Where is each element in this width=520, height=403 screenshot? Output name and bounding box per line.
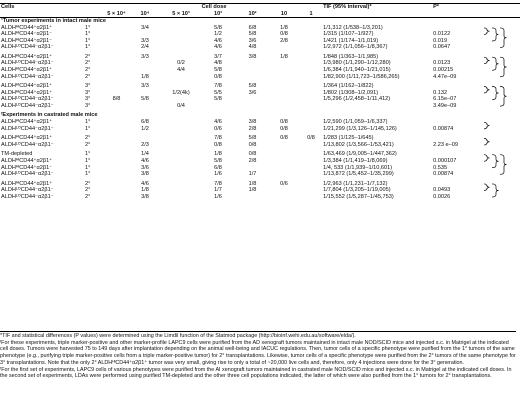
- cell-dose-result: 7/8: [214, 135, 222, 142]
- cell-dose-result: 2/8: [248, 125, 257, 132]
- footnotes: [0, 331, 516, 380]
- cell-phenotype: ALDHᴴᴵCD44⁺α2β1⁺: [1, 83, 53, 90]
- cell-generation: 1°: [85, 171, 91, 178]
- table-row: [0, 194, 520, 201]
- cell-phenotype: ALDHᴴᴵCD44⁻α2β1⁻: [1, 31, 53, 38]
- dose-header: 10⁴: [127, 11, 163, 18]
- cell-p-value: 0.0493: [433, 187, 451, 194]
- cell-generation: 2°: [85, 187, 91, 194]
- cell-p-value: 0.0123: [433, 60, 451, 67]
- cell-dose-result: [237, 194, 268, 201]
- cell-dose-result: 0/8: [248, 141, 257, 148]
- cell-dose-result: [106, 194, 127, 201]
- cell-tif: 1/1,312 (1/538–1/3,201): [323, 24, 383, 31]
- cell-tif: 1/364 (1/162–1/822): [323, 83, 374, 90]
- cell-generation: 3°: [85, 89, 91, 96]
- cell-generation: 2°: [85, 67, 91, 74]
- header-p: P*: [432, 4, 480, 11]
- cell-dose-result: 5/8: [141, 96, 149, 103]
- cell-tif: 1/5,296 (1/2,458–1/11,412): [323, 96, 391, 103]
- cell-generation: 1°: [85, 31, 91, 38]
- header-cell-dose: Cell dose: [106, 4, 322, 11]
- data-table: [0, 3, 520, 200]
- cell-phenotype: ALDHᴸᴼCD44⁻α2β1⁻: [1, 125, 54, 132]
- cell-dose-result: 0/8: [280, 125, 288, 132]
- cell-dose-result: 6/8: [214, 164, 222, 171]
- cell-p-value: 3.49e–09: [433, 102, 457, 109]
- cell-generation: 2°: [85, 60, 91, 67]
- cell-dose-result: 3/6: [248, 89, 257, 96]
- cell-generation: 1°: [85, 151, 91, 158]
- cell-phenotype: ALDHᴸᴼCD44⁻α2β1⁻: [1, 60, 54, 67]
- cell-dose-result: 0/6: [280, 180, 288, 187]
- cell-dose-result: 4/8: [214, 60, 222, 67]
- section-title: ¹Tumor experiments in intact male mice: [1, 18, 106, 25]
- cell-dose-result: [163, 194, 199, 201]
- cell-tif: 1/63,469 (1/9,005–1/447,362): [323, 151, 397, 158]
- cell-dose-result: 2/3: [141, 141, 149, 148]
- cell-phenotype: ALDHᴸᴼCD44⁻α2β1⁻: [1, 193, 54, 200]
- cell-tif: 1/848 (1/363–1/1,985): [323, 53, 379, 60]
- cell-generation: 1°: [85, 157, 91, 164]
- cell-phenotype: ALDHᴸᴼCD44⁻α2β1⁻: [1, 96, 54, 103]
- footnote-3: ᶠFor the first set of experiments, LAPC9 cells of various phenotypes were purified from the AI xenograft tumors maintained in castrated male NOD/SCID mice and injected s.c. in Matrigel at the indicated cell doses. In the second set of experiments, LDAs were performed using purified TM-depleted and the other three cell populations indicated, the latter of which were also purified from the 1° tumors for 2° transplantations.: [0, 366, 512, 380]
- cell-dose-result: 1/8: [280, 24, 288, 31]
- cell-tif: 1/4, 533 (1/1,939–1/10,601): [323, 164, 393, 171]
- section-title: ᶠExperiments in castrated male mice: [1, 112, 98, 119]
- cell-dose-result: 1/7: [214, 187, 222, 194]
- cell-dose-result: 8/8: [112, 96, 121, 103]
- cell-dose-result: 0/2: [177, 60, 185, 67]
- cell-dose-result: 3/4: [141, 24, 149, 31]
- bracket-cell: [480, 194, 520, 201]
- dose-header: 10: [268, 11, 300, 18]
- cell-tif: 1/802 (1/308–1/2,091): [323, 89, 379, 96]
- cell-dose-result: 1/8: [280, 53, 288, 60]
- cell-generation: 2°: [85, 135, 91, 142]
- cell-dose-result: 6/8: [248, 24, 257, 31]
- cell-dose-result: 2/4: [141, 44, 149, 51]
- dose-header: 5 × 10³: [163, 11, 199, 18]
- cell-dose-result: 2/8: [248, 157, 257, 164]
- cell-dose-result: 3/6: [248, 37, 257, 44]
- cell-generation: 1°: [85, 44, 91, 51]
- cell-generation: 3°: [85, 96, 91, 103]
- cell-dose-result: 0/8: [248, 151, 257, 158]
- cell-phenotype: ALDHᴴᴵCD44⁺α2β1⁺: [1, 67, 53, 74]
- cell-p-value: 0.00874: [433, 125, 454, 132]
- cell-dose-result: 1/8: [214, 151, 222, 158]
- cell-phenotype: ALDHᴸᴼCD44⁻α2β1⁻: [1, 171, 54, 178]
- cell-phenotype: ALDHᴸᴼCD44⁻α2β1⁻: [1, 187, 54, 194]
- cell-p-value: 0.019: [433, 37, 448, 44]
- cell-phenotype: ALDHᴸᴼCD44⁻α2β1⁻: [1, 73, 54, 80]
- cell-dose-result: 3/3: [141, 83, 149, 90]
- cell-dose-result: 1/6: [214, 171, 222, 178]
- cell-generation: 3°: [85, 83, 91, 90]
- cell-p-value: 2.23 e–09: [433, 141, 458, 148]
- cell-dose-result: 3/8: [141, 171, 149, 178]
- cell-dose-result: 3/3: [141, 37, 149, 44]
- section-heading: [0, 18, 520, 25]
- cell-dose-result: 6/8: [141, 119, 149, 126]
- cell-generation: 2°: [85, 73, 91, 80]
- cell-dose-result: 4/8: [248, 44, 257, 51]
- cell-p-value: 0.00874: [433, 171, 454, 178]
- cell-dose-result: 4/4: [177, 67, 185, 74]
- cell-tif: 1/2,963 (1/1,231–1/7,132): [323, 180, 388, 187]
- cell-phenotype: ALDHᴴᴵCD44⁺α2β1⁺: [1, 157, 53, 164]
- cell-generation: 2°: [85, 53, 91, 60]
- cell-dose-result: [268, 194, 300, 201]
- cell-dose-result: 7/8: [214, 83, 222, 90]
- cell-dose-result: 0/8: [214, 141, 222, 148]
- cell-p-value: 0.0122: [433, 31, 451, 38]
- cell-phenotype: ALDHᴴᴵCD44⁺α2β1⁺: [1, 53, 53, 60]
- cell-dose-result: 3/8: [248, 53, 257, 60]
- cell-dose-result: 5/5: [214, 89, 222, 96]
- cell-generation: 3°: [85, 102, 91, 109]
- cell-phenotype: ALDHᴴᴵCD44⁺α2β1⁺: [1, 24, 53, 31]
- cell-p-value: 4.47e–09: [433, 73, 457, 80]
- cell-dose-result: 1/2: [214, 31, 222, 38]
- cell-dose-result: 5/8: [214, 24, 222, 31]
- cell-dose-result: 4/6: [141, 157, 149, 164]
- cell-phenotype: ALDHᴴᴵCD44⁺α2β1⁺: [1, 135, 53, 142]
- cell-dose-result: 4/6: [141, 180, 149, 187]
- footnote-2: ᵗFor these experiments, triple marker-positive and other marker-profile LAPC9 cells were purified from the AD xenograft tumors maintained in intact male NOD/SCID mice and injected s.c. in Matrigel at the indicated cell doses. Tumors were harvested 75 to 149 days after implantation depending on the animal well-being and IACUC regulations. Then, tumor cells of a specific phenotype were purified from the 1° tumors of the same phenotype (e.g., purifying triple marker-positive cells from a triple marker-positive tumor) for 2° transplantations. Likewise, tumor cells of a specific phenotype were purified from the 2° tumors of the same phenotype for 3° transplantations. Note that the only 2° ALDHᴴᴵCD44⁺α2β1⁺ tumor was very small, giving rise to only a total of ~20,000 live cells and, therefore, only 4 injections were done for the 3° generation.: [0, 339, 516, 366]
- table-body: [0, 18, 520, 201]
- cell-dose-result: 5/8: [248, 31, 257, 38]
- cell-dose-result: 5/8: [214, 67, 222, 74]
- cell-dose-result: 2/8: [280, 37, 288, 44]
- cell-tif: 1/283 (1/125–1/645): [323, 135, 374, 142]
- cell-tif: 1/6,384 (1/1,940–1/21,015): [323, 67, 391, 74]
- cell-tif: 1/13,872 (1/5,452–1/35,299): [323, 171, 394, 178]
- cell-p-value: 0.132: [433, 89, 448, 96]
- cell-tif: 1/15,552 (1/5,287–1/45,753): [323, 193, 394, 200]
- header-tif: TIF (95% interval)*: [322, 4, 432, 11]
- cell-dose-result: 3/3: [141, 53, 149, 60]
- cell-tif: 1/82,900 (1/11,723–1/586,265): [323, 73, 400, 80]
- cell-dose-result: 3/8: [141, 193, 149, 200]
- cell-dose-result: 0/8: [280, 135, 288, 142]
- cell-phenotype: ALDHᴴᴵCD44⁺α2β1⁻: [1, 164, 53, 171]
- cell-dose-result: 5/8: [214, 96, 222, 103]
- cell-generation: 2°: [85, 141, 91, 148]
- cell-phenotype: ALDHᴴᴵCD44⁺α2β1⁺: [1, 180, 53, 187]
- cell-dose-result: [300, 194, 322, 201]
- cell-dose-result: 5/8: [248, 83, 257, 90]
- cell-phenotype: ALDHᴸᴼCD44⁻α2β1⁻: [1, 141, 54, 148]
- cell-dose-result: 1/8: [141, 73, 149, 80]
- cell-dose-result: 1/7: [248, 171, 257, 178]
- cell-generation: 2°: [85, 193, 91, 200]
- cell-tif: 1/2,972 (1/1,056–1/8,367): [323, 44, 388, 51]
- cell-dose-result: 5/8: [214, 157, 222, 164]
- cell-generation: 1°: [85, 119, 91, 126]
- cell-p-value: 0.00215: [433, 67, 454, 74]
- cell-phenotype: ALDHᴸᴼCD44⁻α2β1⁻: [1, 44, 54, 51]
- cell-p-value: 0.535: [433, 164, 448, 171]
- cell-tif: 1/13,802 (1/3,566–1/53,421): [323, 141, 394, 148]
- cell-p-value: 0.0026: [433, 193, 451, 200]
- cell-generation: 1°: [85, 164, 91, 171]
- cell-dose-result: 0/8: [280, 31, 288, 38]
- cell-dose-result: 0/8: [214, 73, 222, 80]
- cell-dose-result: 7/8: [214, 180, 222, 187]
- cell-generation: 2°: [85, 180, 91, 187]
- cell-dose-result: 4/6: [214, 37, 222, 44]
- cell-p-value: 0.000107: [433, 157, 457, 164]
- cell-dose-result: 3/8: [248, 119, 257, 126]
- cell-tif: 1/3,980 (1/1,290–1/12,280): [323, 60, 391, 67]
- header-row-doses: [0, 11, 520, 18]
- footnote-1: *TIF and statistical differences (P values) were determined using the Limdil function of the Statmod package (http://bioinf.wehi.edu.au/software/elda/).: [0, 333, 356, 339]
- cell-generation: 1°: [85, 24, 91, 31]
- cell-tif: 1/7,804 (1/3,205–1/19,005): [323, 187, 391, 194]
- dose-header: 5 × 10⁴: [107, 10, 126, 17]
- cell-tif: 1/421 (1/174–1/1,019): [323, 37, 379, 44]
- cell-tif: 1/315 (1/107–1/927): [323, 31, 374, 38]
- cell-dose-result: 3/6: [141, 164, 149, 171]
- cell-dose-result: 1/4: [141, 151, 149, 158]
- header-cells: Cells: [0, 4, 84, 11]
- cell-tif: 1/21,299 (1/3,126–1/145,126): [323, 125, 397, 132]
- cell-dose-result: 1/6: [214, 193, 222, 200]
- cell-phenotype: ALDHᴴᴵCD44⁺α2β1⁺: [1, 89, 53, 96]
- cell-dose-result: 4/6: [214, 119, 222, 126]
- cell-dose-result: 1/8: [248, 187, 257, 194]
- cell-phenotype: TM-depleted: [1, 151, 33, 158]
- cell-phenotype: ALDHᴸᴼCD44⁻α2β1⁻: [1, 102, 54, 109]
- cell-dose-result: 3/7: [214, 53, 222, 60]
- cell-p-value: 0.0647: [433, 44, 451, 51]
- cell-generation: 1°: [85, 125, 91, 132]
- cell-tif: 1/3,384 (1/1,419–1/8,069): [323, 157, 388, 164]
- cell-dose-result: 5/8: [248, 135, 257, 142]
- cell-p-value: 6.15e–07: [433, 96, 457, 103]
- cell-phenotype: ALDHᴴᴵCD44⁺α2β1⁺: [1, 119, 53, 126]
- dose-header: 1: [300, 11, 322, 18]
- cell-dose-result: 0/8: [307, 135, 315, 142]
- cell-dose-result: 0/4: [177, 102, 185, 109]
- cell-dose-result: 1/2(4k): [172, 89, 190, 96]
- cell-generation: 1°: [85, 37, 91, 44]
- cell-tif: 1/2,590 (1/1,059–1/6,337): [323, 119, 388, 126]
- cell-dose-result: 1/8: [248, 180, 257, 187]
- header-row-top: [0, 4, 520, 11]
- dose-header: 10³: [199, 11, 237, 18]
- cell-dose-result: 1/2: [141, 125, 149, 132]
- dose-header: 10²: [237, 11, 268, 18]
- cell-phenotype: ALDHᴴᴵCD44⁺α2β1⁻: [1, 37, 53, 44]
- cell-dose-result: 0/6: [214, 125, 222, 132]
- cell-dose-result: 0/8: [280, 119, 288, 126]
- cell-dose-result: 4/6: [214, 44, 222, 51]
- cell-dose-result: 1/8: [141, 187, 149, 194]
